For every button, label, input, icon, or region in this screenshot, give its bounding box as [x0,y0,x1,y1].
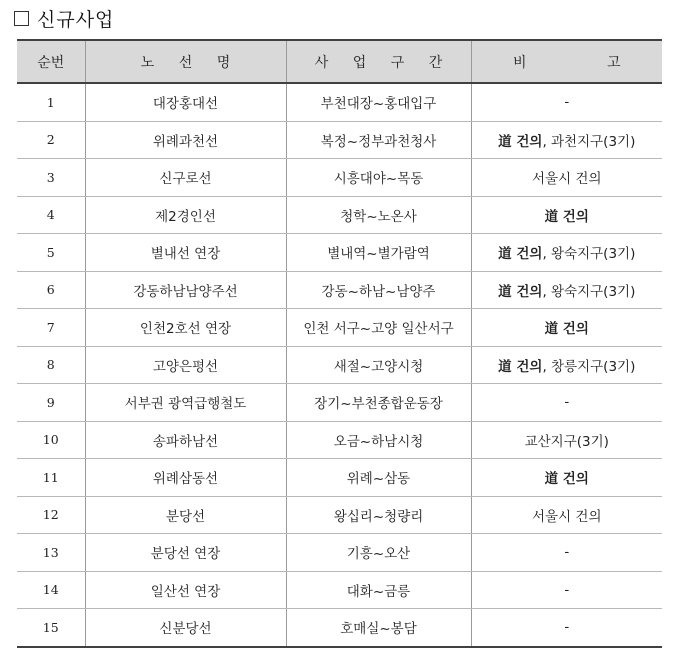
cell-number: 7 [17,309,85,347]
cell-route-name: 신구로선 [85,159,286,197]
table-header-row [17,40,662,83]
cell-number: 11 [17,459,85,497]
cell-number: 12 [17,496,85,534]
section-title: 신규사업 [37,8,115,31]
cell-route-name: 신분당선 [85,609,286,647]
cell-project-section: 부천대장~홍대입구 [286,83,471,121]
header-project-section: 사 업 구 간 [286,40,471,83]
cell-route-name: 강동하남남양주선 [85,271,286,309]
table-row [17,571,662,609]
cell-route-name: 위례삼동선 [85,459,286,497]
table-row [17,421,662,459]
cell-remarks: - [471,83,662,121]
cell-number: 5 [17,234,85,272]
cell-route-name: 제2경인선 [85,196,286,234]
cell-project-section: 왕십리~청량리 [286,496,471,534]
cell-project-section: 복정~정부과천청사 [286,121,471,159]
table-row [17,384,662,422]
cell-remarks: - [471,609,662,647]
new-projects-table [17,39,662,648]
cell-remarks: 道 건의 [471,309,662,347]
cell-number: 14 [17,571,85,609]
table-row [17,309,662,347]
cell-route-name: 위례과천선 [85,121,286,159]
cell-remarks: 道 건의, 왕숙지구(3기) [471,271,662,309]
table-row [17,459,662,497]
cell-route-name: 송파하남선 [85,421,286,459]
cell-number: 4 [17,196,85,234]
cell-project-section: 청학~노온사 [286,196,471,234]
header-number: 순번 [17,40,85,83]
table-row [17,346,662,384]
header-remarks: 비 고 [471,40,662,83]
table-row [17,159,662,197]
cell-number: 3 [17,159,85,197]
cell-route-name: 일산선 연장 [85,571,286,609]
cell-project-section: 대화~금릉 [286,571,471,609]
cell-project-section: 장기~부천종합운동장 [286,384,471,422]
cell-route-name: 대장홍대선 [85,83,286,121]
cell-number: 1 [17,83,85,121]
cell-route-name: 분당선 연장 [85,534,286,572]
cell-remarks: 道 건의, 창릉지구(3기) [471,346,662,384]
cell-route-name: 고양은평선 [85,346,286,384]
cell-project-section: 호매실~봉담 [286,609,471,647]
cell-project-section: 새절~고양시청 [286,346,471,384]
cell-remarks: 서울시 건의 [471,496,662,534]
cell-project-section: 별내역~별가람역 [286,234,471,272]
cell-project-section: 위례~삼동 [286,459,471,497]
cell-number: 10 [17,421,85,459]
cell-route-name: 별내선 연장 [85,234,286,272]
cell-remarks: 道 건의 [471,196,662,234]
cell-route-name: 분당선 [85,496,286,534]
cell-number: 9 [17,384,85,422]
cell-route-name: 서부권 광역급행철도 [85,384,286,422]
cell-route-name: 인천2호선 연장 [85,309,286,347]
table-row [17,271,662,309]
table-row [17,83,662,121]
cell-remarks: 서울시 건의 [471,159,662,197]
header-route-name: 노 선 명 [85,40,286,83]
cell-remarks: 道 건의, 왕숙지구(3기) [471,234,662,272]
cell-remarks: - [471,534,662,572]
cell-project-section: 시흥대야~목동 [286,159,471,197]
cell-remarks: - [471,571,662,609]
cell-number: 6 [17,271,85,309]
table-row [17,196,662,234]
cell-number: 15 [17,609,85,647]
square-bullet-icon [14,11,29,26]
cell-number: 13 [17,534,85,572]
cell-project-section: 인천 서구~고양 일산서구 [286,309,471,347]
cell-remarks: 道 건의, 과천지구(3기) [471,121,662,159]
cell-number: 2 [17,121,85,159]
table-row [17,534,662,572]
table-row [17,496,662,534]
table-row [17,234,662,272]
table-row [17,609,662,647]
cell-remarks: 道 건의 [471,459,662,497]
cell-number: 8 [17,346,85,384]
cell-project-section: 오금~하남시청 [286,421,471,459]
cell-remarks: - [471,384,662,422]
cell-remarks: 교산지구(3기) [471,421,662,459]
cell-project-section: 기흥~오산 [286,534,471,572]
table-row [17,121,662,159]
cell-project-section: 강동~하남~남양주 [286,271,471,309]
section-heading [14,4,114,32]
